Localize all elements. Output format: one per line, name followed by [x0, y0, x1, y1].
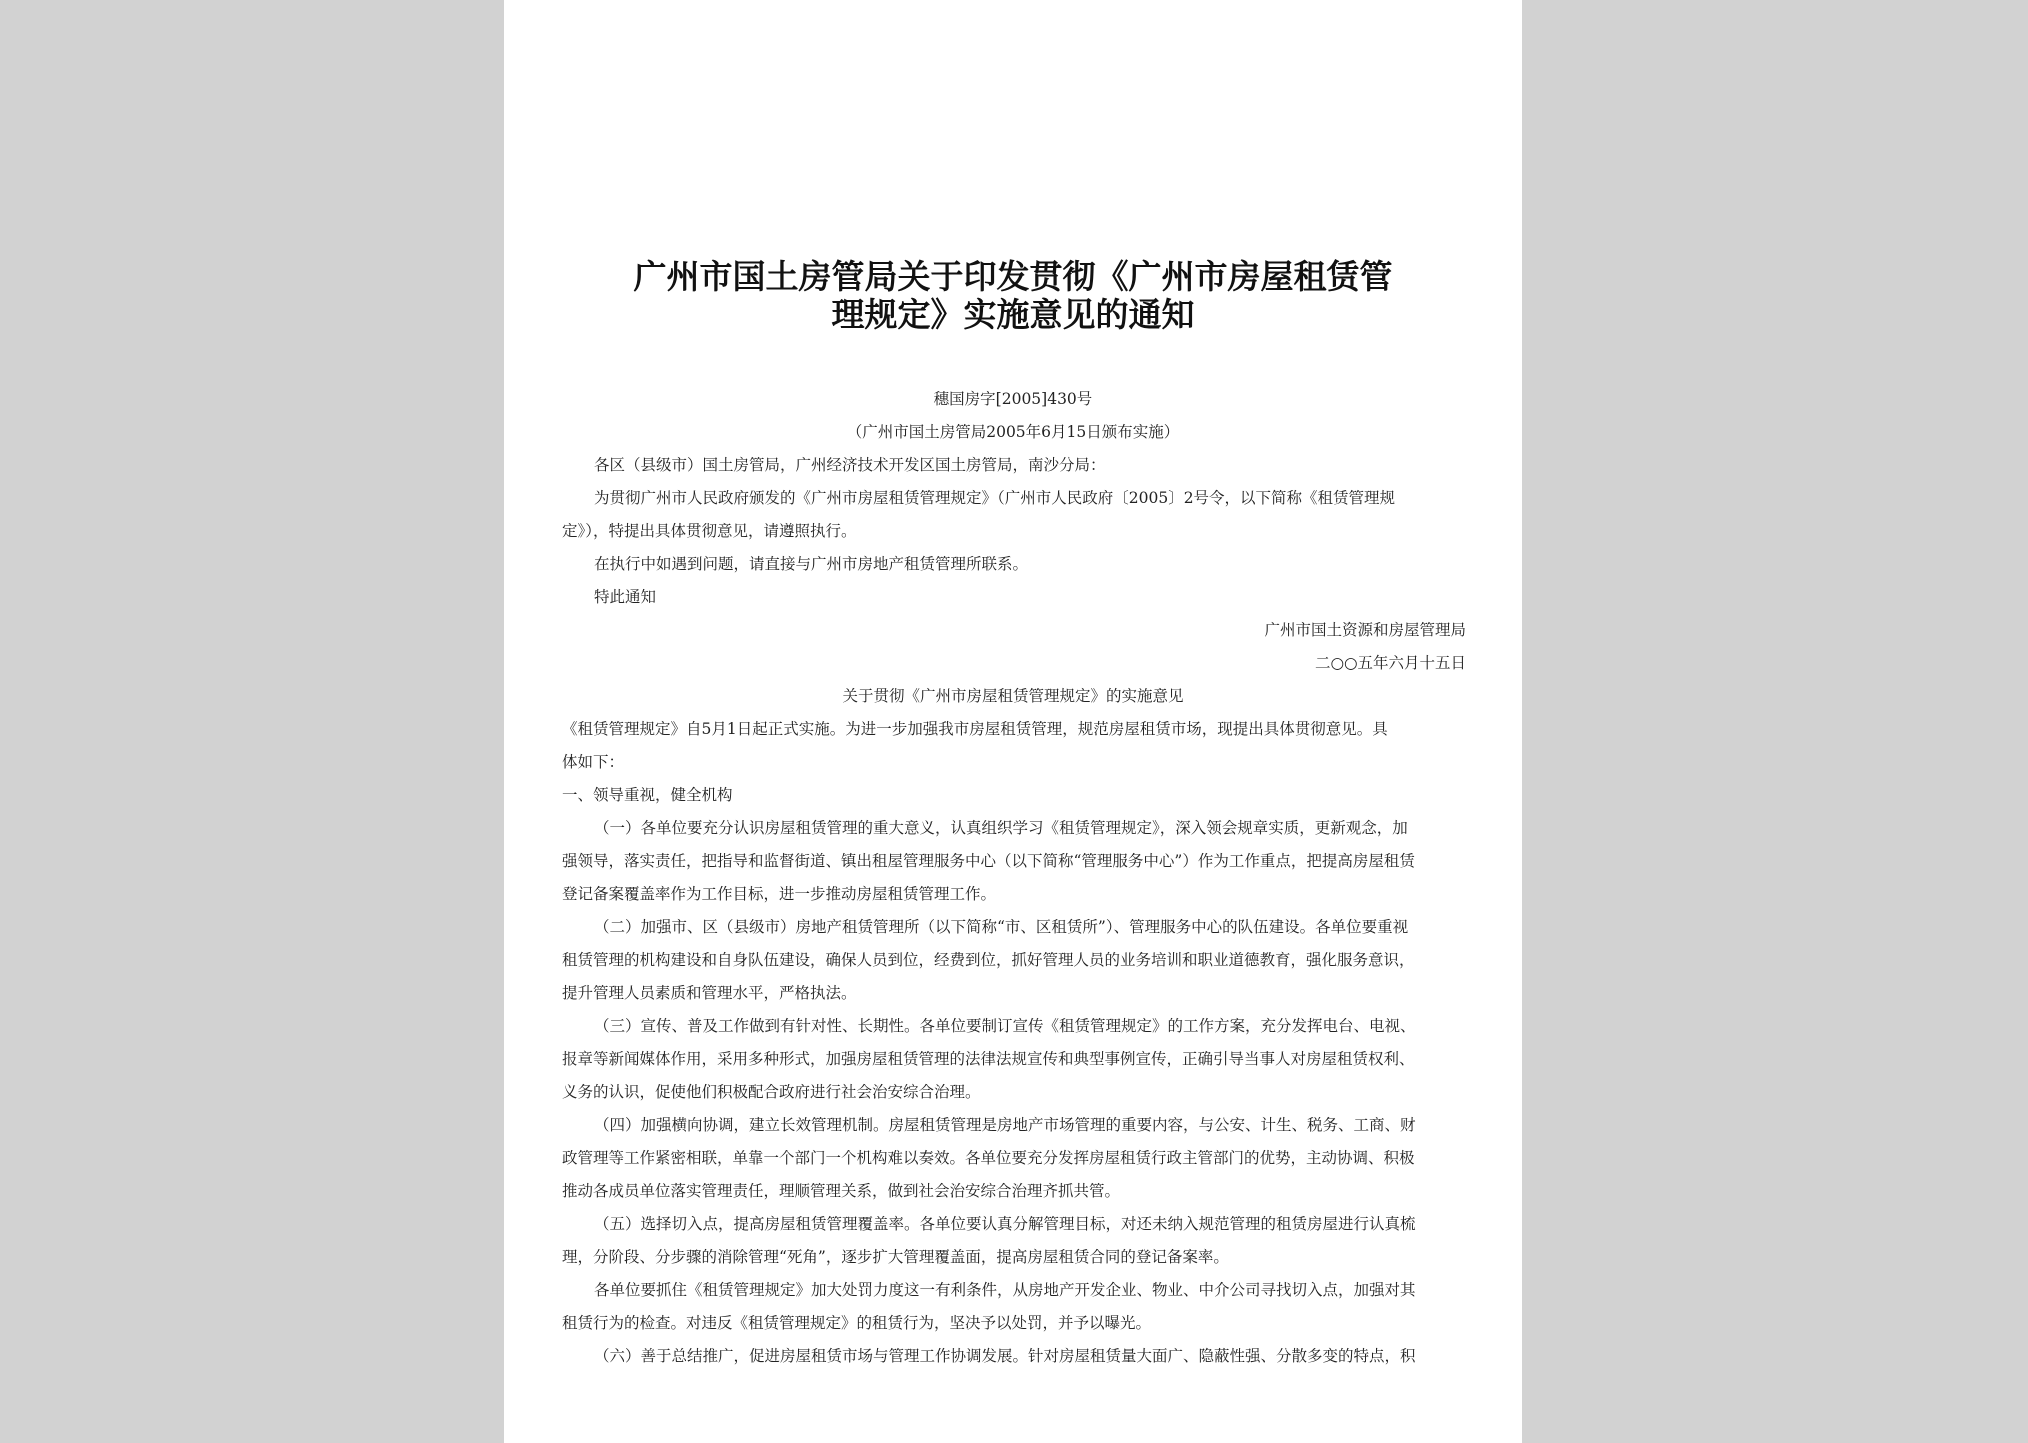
document-page: [504, 0, 1522, 1443]
annex-line: 提升管理人员素质和管理水平，严格执法。: [562, 984, 857, 1002]
annex-line: 义务的认识，促使他们积极配合政府进行社会治安综合治理。: [562, 1083, 981, 1101]
annex-line: 各单位要抓住《租赁管理规定》加大处罚力度这一有利条件，从房地产开发企业、物业、中介公司寻找切入点，加强对其: [594, 1281, 1416, 1299]
section-heading: 一、领导重视，健全机构: [562, 786, 733, 804]
annex-line: 政管理等工作紧密相联，单靠一个部门一个机构难以奏效。各单位要充分发挥房屋租赁行政主管部门的优势，主动协调、积极: [562, 1149, 1415, 1167]
annex-line: 租赁管理的机构建设和自身队伍建设，确保人员到位，经费到位，抓好管理人员的业务培训和职业道德教育，强化服务意识，: [562, 951, 1415, 969]
annex-line: 报章等新闻媒体作用，采用多种形式，加强房屋租赁管理的法律法规宣传和典型事例宣传，正确引导当事人对房屋租赁权利、: [562, 1050, 1415, 1068]
signature: 广州市国土资源和房屋管理局: [1264, 621, 1466, 639]
body-line: 定》），特提出具体贯彻意见，请遵照执行。: [562, 522, 857, 540]
title-line-2: 理规定》实施意见的通知: [831, 295, 1195, 334]
annex-line: 强领导，落实责任，把指导和监督街道、镇出租屋管理服务中心（以下简称“管理服务中心”）作为工作重点，把提高房屋租赁: [562, 852, 1415, 870]
document-title: [594, 258, 1432, 334]
annex-line: （三）宣传、普及工作做到有针对性、长期性。各单位要制订宣传《租赁管理规定》的工作方案，充分发挥电台、电视、: [594, 1017, 1416, 1035]
annex-line: （六）善于总结推广，促进房屋租赁市场与管理工作协调发展。针对房屋租赁量大面广、隐蔽性强、分散多变的特点，积: [594, 1347, 1416, 1365]
addressee: 各区（县级市）国土房管局，广州经济技术开发区国土房管局，南沙分局：: [594, 456, 1106, 474]
body-line: 在执行中如遇到问题，请直接与广州市房地产租赁管理所联系。: [594, 555, 1029, 573]
annex-line: 体如下：: [562, 753, 625, 771]
doc-number: 穗国房字[2005]430号: [933, 390, 1093, 408]
annex-line: 登记备案覆盖率作为工作目标，进一步推动房屋租赁管理工作。: [562, 885, 997, 903]
annex-line: 推动各成员单位落实管理责任，理顺管理关系，做到社会治安综合治理齐抓共管。: [562, 1182, 1121, 1200]
title-line-1: 广州市国土房管局关于印发贯彻《广州市房屋租赁管: [633, 257, 1393, 296]
closing-line: 特此通知: [594, 588, 657, 606]
body-line: 为贯彻广州市人民政府颁发的《广州市房屋租赁管理规定》（广州市人民政府〔2005〕2号令，以下简称《租赁管理规: [594, 489, 1396, 507]
annex-line: （二）加强市、区（县级市）房地产租赁管理所（以下简称“市、区租赁所”）、管理服务中心的队伍建设。各单位要重视: [594, 918, 1409, 936]
annex-line: （五）选择切入点，提高房屋租赁管理覆盖率。各单位要认真分解管理目标，对还未纳入规范管理的租赁房屋进行认真梳: [594, 1215, 1416, 1233]
issued-note: （广州市国土房管局2005年6月15日颁布实施）: [846, 423, 1180, 441]
date: 二○○五年六月十五日: [1314, 654, 1466, 672]
annex-title: 关于贯彻《广州市房屋租赁管理规定》的实施意见: [842, 687, 1184, 705]
annex-line: 理，分阶段、分步骤的消除管理“死角”，逐步扩大管理覆盖面，提高房屋租赁合同的登记备案率。: [562, 1248, 1229, 1266]
annex-line: 《租赁管理规定》自5月1日起正式实施。为进一步加强我市房屋租赁管理，规范房屋租赁市场，现提出具体贯彻意见。具: [562, 720, 1388, 738]
annex-line: （四）加强横向协调，建立长效管理机制。房屋租赁管理是房地产市场管理的重要内容，与公安、计生、税务、工商、财: [594, 1116, 1416, 1134]
annex-line: 租赁行为的检查。对违反《租赁管理规定》的租赁行为，坚决予以处罚，并予以曝光。: [562, 1314, 1152, 1332]
annex-line: （一）各单位要充分认识房屋租赁管理的重大意义，认真组织学习《租赁管理规定》，深入领会规章实质，更新观念，加: [594, 819, 1408, 837]
